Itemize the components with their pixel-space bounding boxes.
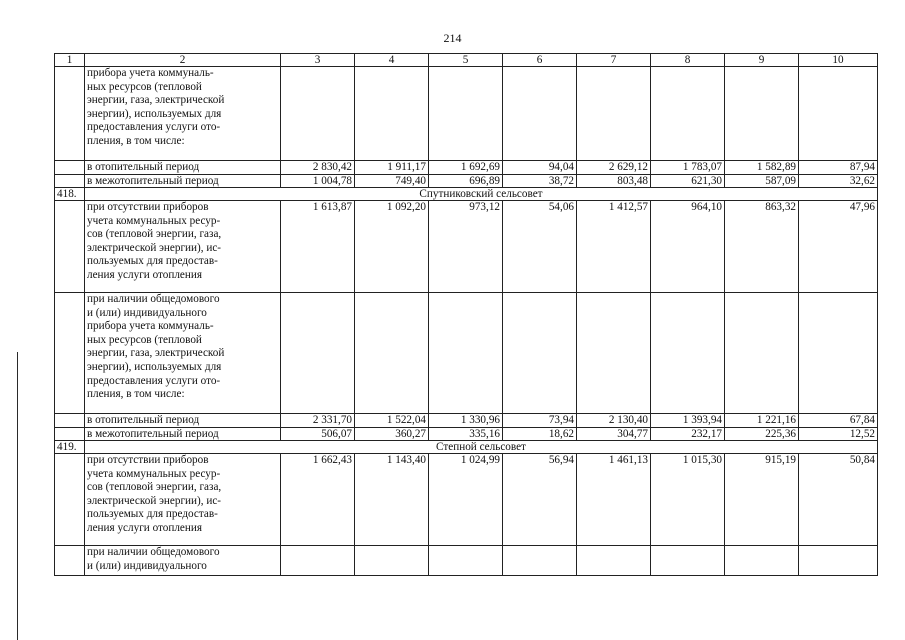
value-cell: 360,27: [355, 428, 429, 441]
value-cell: [651, 546, 725, 576]
section-title: Спутниковский сельсовет: [85, 188, 878, 201]
value-cell: 56,94: [503, 454, 577, 546]
value-cell: 1 783,07: [651, 161, 725, 175]
value-cell: [281, 293, 355, 414]
row-label: при наличии общедомового и (или) индивидуального прибора учета коммуналь- ных ресурсов (тепловой энергии, газа, электрической энергии), используемых для предоставления услуги ото- пления, в том числе:: [85, 293, 281, 414]
value-cell: 1 015,30: [651, 454, 725, 546]
column-number-cell: 3: [281, 54, 355, 67]
value-cell: 1 143,40: [355, 454, 429, 546]
column-number-cell: 10: [799, 54, 878, 67]
value-cell: 2 331,70: [281, 414, 355, 428]
value-cell: 1 613,87: [281, 201, 355, 293]
value-cell: 749,40: [355, 175, 429, 188]
value-cell: 50,84: [799, 454, 878, 546]
page-number: 214: [443, 31, 462, 45]
row-number-cell: [55, 67, 85, 161]
value-cell: [651, 67, 725, 161]
value-cell: 335,16: [429, 428, 503, 441]
value-cell: [799, 546, 878, 576]
row-number-cell: [55, 428, 85, 441]
row-label: при отсутствии приборов учета коммунальных ресур- сов (тепловой энергии, газа, электрической энергии), ис- пользуемых для предостав- ления услуги отопления: [85, 201, 281, 293]
value-cell: 54,06: [503, 201, 577, 293]
row-label: при наличии общедомового и (или) индивидуального: [85, 546, 281, 576]
column-number-cell: 7: [577, 54, 651, 67]
value-cell: [799, 293, 878, 414]
table-row: [55, 175, 878, 188]
value-cell: 1 393,94: [651, 414, 725, 428]
row-number-cell: [55, 414, 85, 428]
value-cell: [577, 546, 651, 576]
value-cell: 1 582,89: [725, 161, 799, 175]
row-number-cell: [55, 293, 85, 414]
tariff-table: [54, 53, 878, 576]
value-cell: 2 629,12: [577, 161, 651, 175]
value-cell: 2 130,40: [577, 414, 651, 428]
value-cell: 1 522,04: [355, 414, 429, 428]
section-number: 419.: [55, 441, 85, 454]
value-cell: 863,32: [725, 201, 799, 293]
table-row: [55, 293, 878, 414]
value-cell: [429, 67, 503, 161]
value-cell: [429, 293, 503, 414]
value-cell: [355, 546, 429, 576]
value-cell: [281, 546, 355, 576]
row-label: в отопительный период: [85, 161, 281, 175]
table-row: [55, 67, 878, 161]
value-cell: [355, 293, 429, 414]
value-cell: 587,09: [725, 175, 799, 188]
row-number-cell: [55, 201, 85, 293]
column-number-cell: 1: [55, 54, 85, 67]
value-cell: 1 221,16: [725, 414, 799, 428]
value-cell: [503, 67, 577, 161]
value-cell: 73,94: [503, 414, 577, 428]
value-cell: 1 024,99: [429, 454, 503, 546]
value-cell: [725, 67, 799, 161]
row-label: при отсутствии приборов учета коммунальных ресур- сов (тепловой энергии, газа, электрической энергии), ис- пользуемых для предостав- ления услуги отопления: [85, 454, 281, 546]
row-label: в межотопительный период: [85, 175, 281, 188]
section-title: Степной сельсовет: [85, 441, 878, 454]
value-cell: 1 461,13: [577, 454, 651, 546]
value-cell: 32,62: [799, 175, 878, 188]
value-cell: 47,96: [799, 201, 878, 293]
value-cell: [281, 67, 355, 161]
row-number-cell: [55, 546, 85, 576]
row-label: в межотопительный период: [85, 428, 281, 441]
value-cell: 506,07: [281, 428, 355, 441]
row-number-cell: [55, 161, 85, 175]
table-row: [55, 454, 878, 546]
value-cell: [725, 546, 799, 576]
value-cell: 38,72: [503, 175, 577, 188]
table-row: [55, 201, 878, 293]
column-number-row: [55, 54, 878, 67]
table-row: [55, 414, 878, 428]
value-cell: [577, 67, 651, 161]
value-cell: 1 662,43: [281, 454, 355, 546]
column-number-cell: 9: [725, 54, 799, 67]
value-cell: 696,89: [429, 175, 503, 188]
value-cell: 915,19: [725, 454, 799, 546]
column-number-cell: 8: [651, 54, 725, 67]
value-cell: 973,12: [429, 201, 503, 293]
column-number-cell: 5: [429, 54, 503, 67]
column-number-cell: 4: [355, 54, 429, 67]
value-cell: 12,52: [799, 428, 878, 441]
value-cell: 94,04: [503, 161, 577, 175]
row-number-cell: [55, 454, 85, 546]
row-label: в отопительный период: [85, 414, 281, 428]
value-cell: 964,10: [651, 201, 725, 293]
value-cell: 1 412,57: [577, 201, 651, 293]
value-cell: [429, 546, 503, 576]
value-cell: 18,62: [503, 428, 577, 441]
row-number-cell: [55, 175, 85, 188]
value-cell: [503, 293, 577, 414]
value-cell: 1 092,20: [355, 201, 429, 293]
section-row: [55, 441, 878, 454]
value-cell: 1 004,78: [281, 175, 355, 188]
value-cell: 87,94: [799, 161, 878, 175]
value-cell: 803,48: [577, 175, 651, 188]
table-row: [55, 428, 878, 441]
value-cell: 1 692,69: [429, 161, 503, 175]
value-cell: [725, 293, 799, 414]
value-cell: 1 330,96: [429, 414, 503, 428]
value-cell: 621,30: [651, 175, 725, 188]
value-cell: 225,36: [725, 428, 799, 441]
table-row: [55, 546, 878, 576]
value-cell: [355, 67, 429, 161]
value-cell: 232,17: [651, 428, 725, 441]
value-cell: [503, 546, 577, 576]
value-cell: 304,77: [577, 428, 651, 441]
value-cell: 1 911,17: [355, 161, 429, 175]
section-row: [55, 188, 878, 201]
scan-edge-line: [17, 352, 18, 640]
value-cell: 67,84: [799, 414, 878, 428]
value-cell: 2 830,42: [281, 161, 355, 175]
value-cell: [577, 293, 651, 414]
row-label: прибора учета коммуналь- ных ресурсов (тепловой энергии, газа, электрической энергии), используемых для предоставления услуги ото- пления, в том числе:: [85, 67, 281, 161]
column-number-cell: 2: [85, 54, 281, 67]
section-number: 418.: [55, 188, 85, 201]
value-cell: [651, 293, 725, 414]
table-row: [55, 161, 878, 175]
value-cell: [799, 67, 878, 161]
column-number-cell: 6: [503, 54, 577, 67]
